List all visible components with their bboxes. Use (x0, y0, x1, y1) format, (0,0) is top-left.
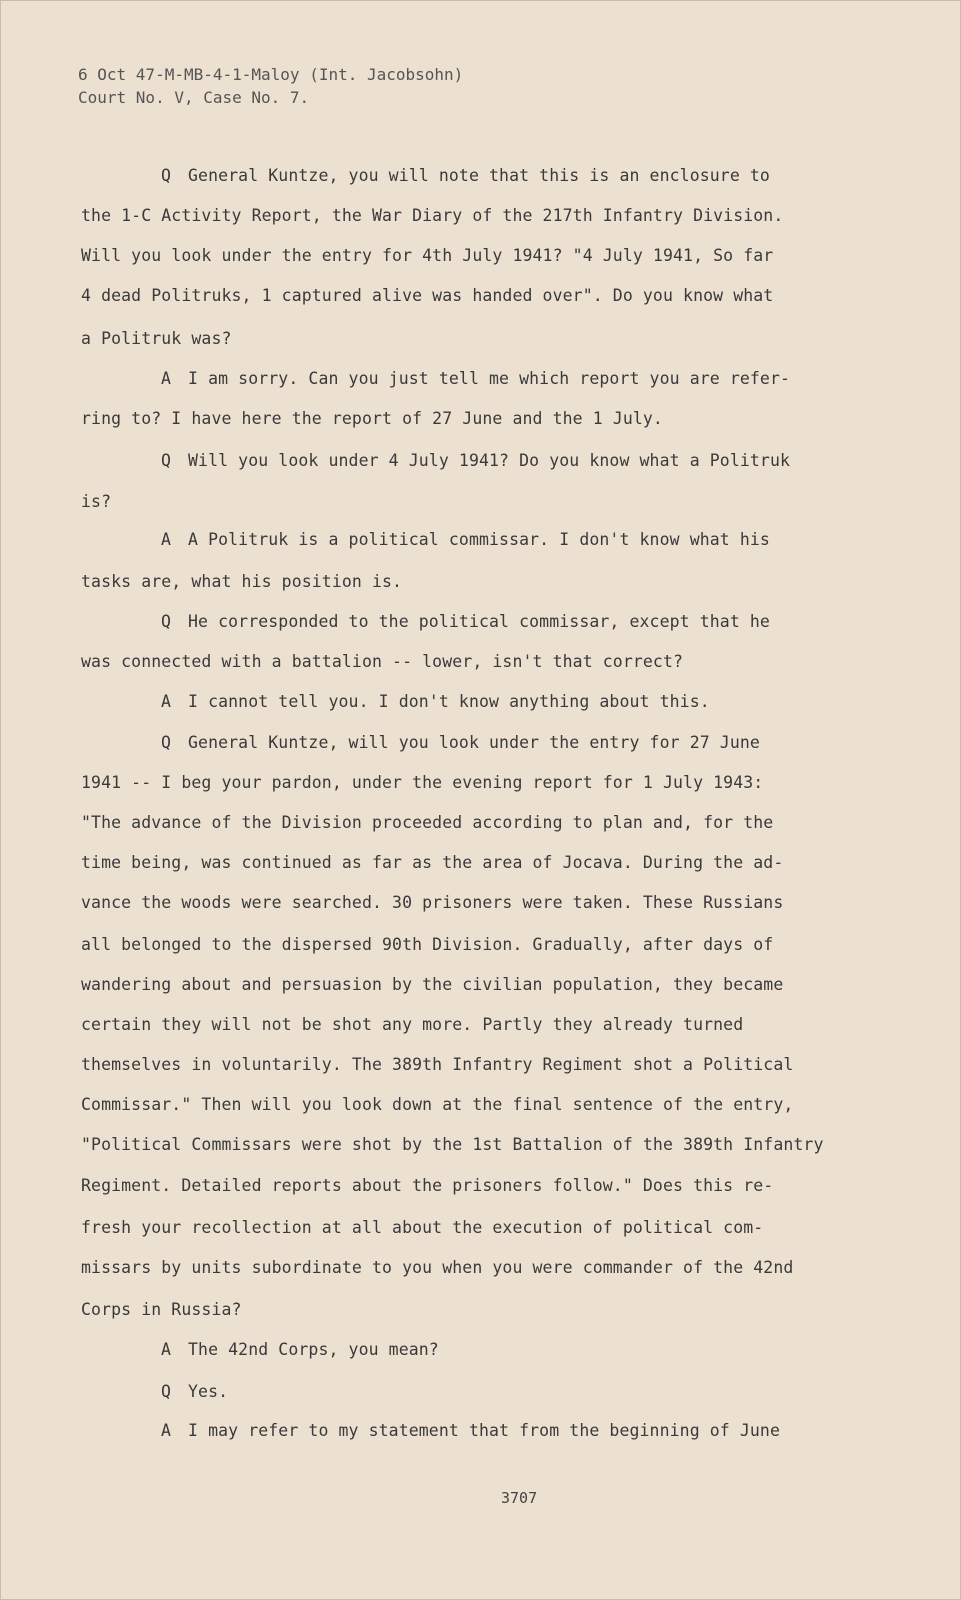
line-text: was connected with a battalion -- lower, isn't that correct? (81, 652, 684, 671)
speaker-marker: A (161, 1421, 172, 1440)
transcript-line (81, 329, 232, 349)
transcript-line (81, 1135, 824, 1155)
line-text: fresh your recollection at all about the execution of political com- (81, 1218, 764, 1237)
line-text: tasks are, what his position is. (81, 572, 403, 591)
transcript-line (81, 1015, 743, 1035)
line-text: 1941 -- I beg your pardon, under the evening report for 1 July 1943: (81, 773, 764, 792)
transcript-line (81, 652, 683, 672)
question-line (161, 166, 770, 186)
header-line-1: 6 Oct 47-M-MB-4-1-Maloy (Int. Jacobsohn) (78, 65, 464, 84)
question-line (161, 1382, 228, 1402)
transcript-line (81, 1300, 242, 1320)
line-text: missars by units subordinate to you when you were commander of the 42nd (81, 1258, 794, 1277)
transcript-line (81, 853, 783, 873)
transcript-line (81, 1055, 793, 1075)
answer-line (161, 692, 710, 712)
transcript-line (81, 409, 663, 429)
line-text: Will you look under 4 July 1941? Do you know what a Politruk (188, 451, 791, 470)
document-header (78, 63, 463, 109)
line-text: A Politruk is a political commissar. I don't know what his (188, 530, 770, 549)
question-line (161, 451, 790, 471)
transcript-line (81, 975, 783, 995)
answer-line (161, 369, 790, 389)
line-text: all belonged to the dispersed 90th Division. Gradually, after days of (81, 935, 774, 954)
line-text: wandering about and persuasion by the civilian population, they became (81, 975, 784, 994)
line-text: certain they will not be shot any more. Partly they already turned (81, 1015, 744, 1034)
line-text: a Politruk was? (81, 329, 232, 348)
line-text: "The advance of the Division proceeded according to plan and, for the (81, 813, 774, 832)
answer-line (161, 1421, 780, 1441)
transcript-line (81, 286, 773, 306)
transcript-line (81, 1176, 773, 1196)
line-text: 4 dead Politruks, 1 captured alive was handed over". Do you know what (81, 286, 774, 305)
transcript-line (81, 773, 763, 793)
answer-line (161, 530, 770, 550)
line-text: I cannot tell you. I don't know anything about this. (188, 692, 710, 711)
line-text: I am sorry. Can you just tell me which report you are refer- (188, 369, 791, 388)
question-line (161, 612, 770, 632)
line-text: Corps in Russia? (81, 1300, 242, 1319)
speaker-marker: A (161, 1340, 172, 1359)
speaker-marker: Q (161, 733, 172, 752)
speaker-marker: A (161, 530, 172, 549)
transcript-line (81, 1218, 763, 1238)
page-number: 3707 (501, 1489, 538, 1507)
line-text: the 1-C Activity Report, the War Diary of the 217th Infantry Division. (81, 206, 784, 225)
transcript-line (81, 813, 773, 833)
line-text: themselves in voluntarily. The 389th Infantry Regiment shot a Political (81, 1055, 794, 1074)
line-text: Commissar." Then will you look down at the final sentence of the entry, (81, 1095, 794, 1114)
header-line-2: Court No. V, Case No. 7. (78, 88, 310, 107)
line-text: "Political Commissars were shot by the 1st Battalion of the 389th Infantry (81, 1135, 824, 1154)
answer-line (161, 1340, 439, 1360)
speaker-marker: Q (161, 451, 172, 470)
speaker-marker: A (161, 369, 172, 388)
line-text: General Kuntze, you will note that this is an enclosure to (188, 166, 770, 185)
transcript-line (81, 572, 402, 592)
line-text: ring to? I have here the report of 27 June and the 1 July. (81, 409, 663, 428)
transcript-line (81, 935, 773, 955)
line-text: Yes. (188, 1382, 229, 1401)
speaker-marker: Q (161, 166, 172, 185)
transcript-line (81, 1095, 793, 1115)
transcript-line (81, 206, 783, 226)
question-line (161, 733, 760, 753)
line-text: He corresponded to the political commissar, except that he (188, 612, 770, 631)
speaker-marker: A (161, 692, 172, 711)
transcript-line (81, 1258, 793, 1278)
line-text: General Kuntze, will you look under the entry for 27 June (188, 733, 760, 752)
line-text: time being, was continued as far as the area of Jocava. During the ad- (81, 853, 784, 872)
transcript-line (81, 492, 111, 512)
line-text: Will you look under the entry for 4th July 1941? "4 July 1941, So far (81, 246, 774, 265)
line-text: Regiment. Detailed reports about the prisoners follow." Does this re- (81, 1176, 774, 1195)
speaker-marker: Q (161, 1382, 172, 1401)
transcript-line (81, 246, 773, 266)
transcript-line (81, 893, 783, 913)
line-text: is? (81, 492, 112, 511)
line-text: vance the woods were searched. 30 prisoners were taken. These Russians (81, 893, 784, 912)
line-text: I may refer to my statement that from the beginning of June (188, 1421, 780, 1440)
speaker-marker: Q (161, 612, 172, 631)
line-text: The 42nd Corps, you mean? (188, 1340, 439, 1359)
